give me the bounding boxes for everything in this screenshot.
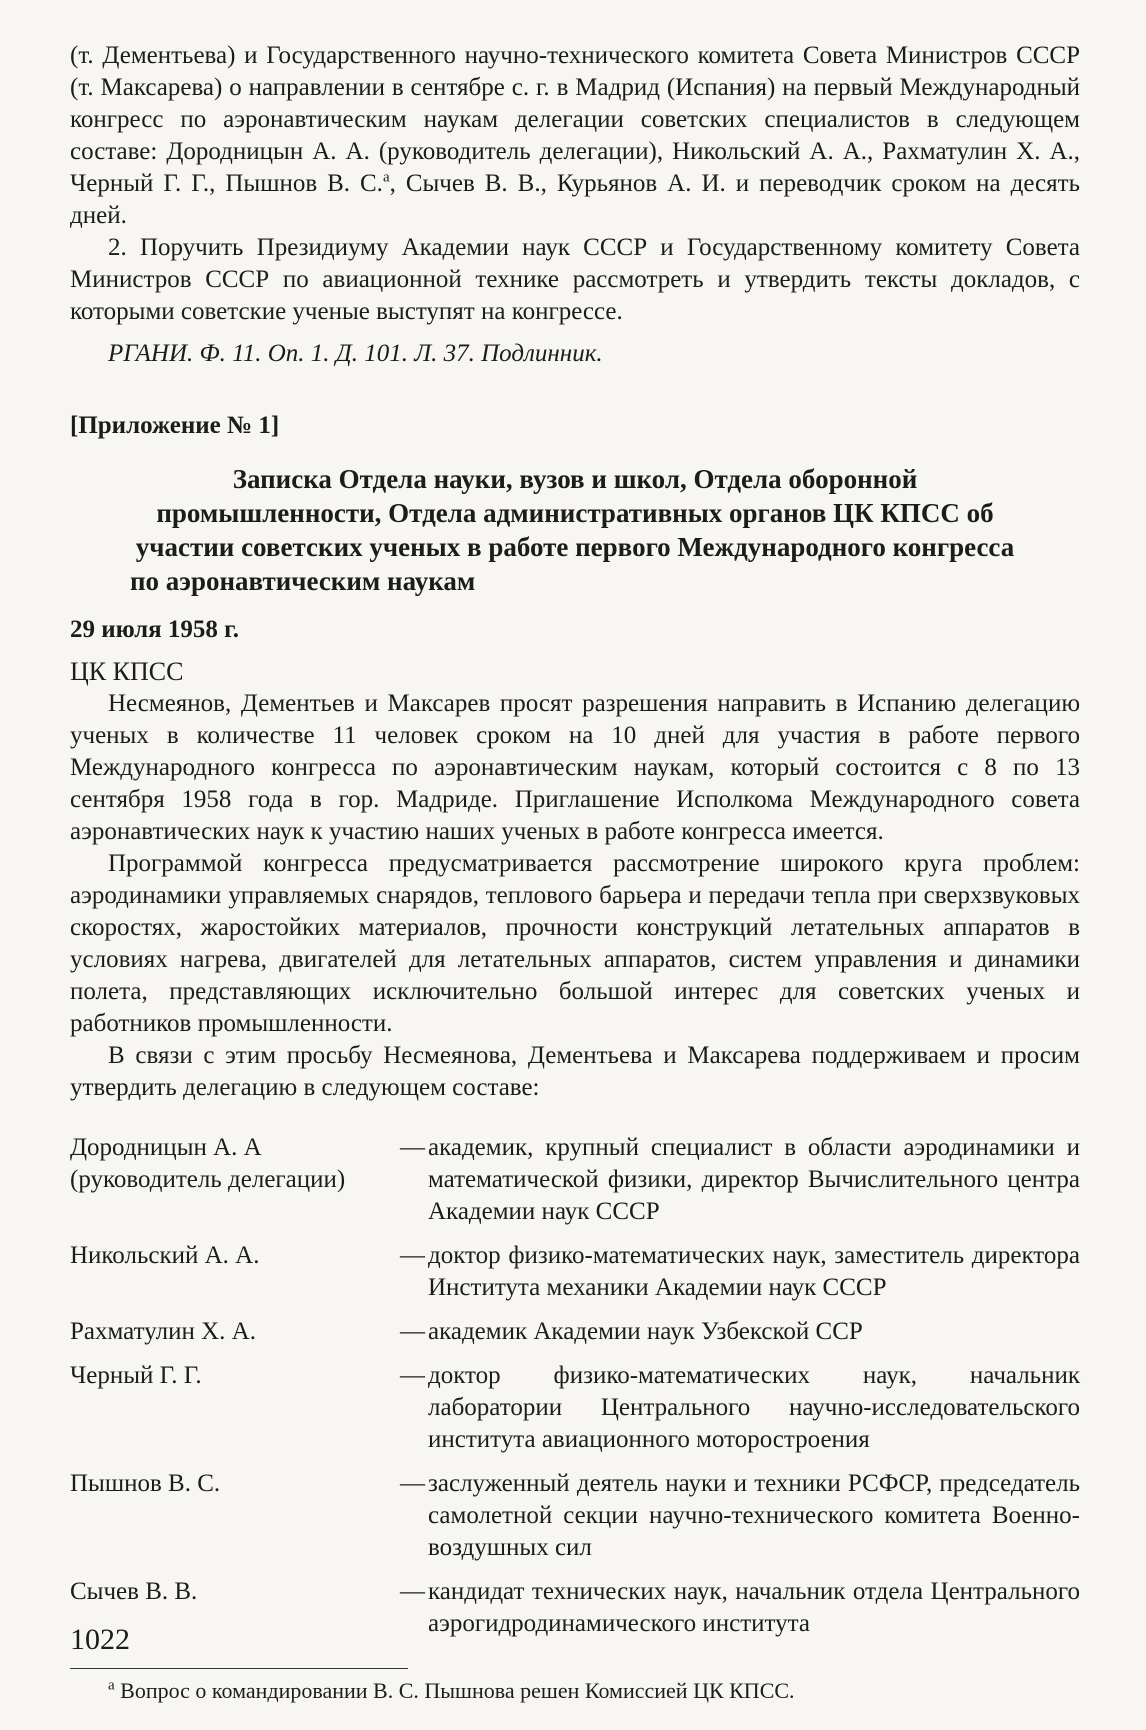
document-date: 29 июля 1958 г. [70,616,239,643]
document-title: Записка Отдела науки, вузов и школ, Отдела оборонной промышленности, Отдела административных органов ЦК КПСС об участии советских ученых в работе первого Международного конгресса по аэронавтическим наукам [130,464,1015,596]
member-name: Никольский А. А. [70,1242,260,1269]
member-name: Дородницын А. А (руководитель делегации) [70,1134,346,1193]
footnote-reference[interactable]: а [382,169,390,186]
delegation-member [70,1132,1080,1228]
footnote-text: Вопрос о командировании В. С. Пышнова решен Комиссией ЦК КПСС. [120,1678,795,1703]
dash: — [400,1470,425,1497]
footnote [70,1677,1080,1705]
appendix-label: [Приложение № 1] [70,412,280,439]
paragraph-2: Программой конгресса предусматривается рассмотрение широкого круга проблем: аэродинамики управляемых снарядов, теплового барьера и передачи тепла при сверхзвуковых скоростях, жаростойких материалов, прочности конструкций летательных аппаратов в условиях нагрева, двигателей для летательных аппаратов, систем управления и динамики полета, представляющих исключительно большой интерес для советских ученых и работников промышленности. [70,850,1080,1037]
member-name: Пышнов В. С. [70,1470,221,1497]
archive-source: РГАНИ. Ф. 11. Оп. 1. Д. 101. Л. 37. Подлинник. [108,340,603,367]
intro-tail: , Сычев В. В., Курьянов А. И. и переводчик сроком на десять дней. [70,170,1080,229]
member-description: академик Академии наук Узбекской ССР [428,1318,863,1345]
dash: — [400,1242,425,1269]
delegation-member [70,1468,1080,1564]
dash: — [400,1134,425,1161]
delegation-list [70,1132,1080,1640]
member-description: заслуженный деятель науки и техники РСФСР, председатель самолетной секции научно-технического комитета Военно-воздушных сил [428,1470,1080,1561]
dash: — [400,1318,425,1345]
member-name: Рахматулин Х. А. [70,1318,256,1345]
footnote-mark: а [108,1677,115,1694]
dash: — [400,1362,425,1389]
delegation-member [70,1316,1080,1348]
member-description: доктор физико-математических наук, заместитель директора Института механики Академии наук СССР [428,1242,1080,1301]
delegation-member [70,1576,1080,1640]
addressee: ЦК КПСС [70,657,184,686]
page-number: 1022 [70,1623,130,1656]
member-description: академик, крупный специалист в области аэродинамики и математической физики, директор Вычислительного центра Академии наук СССР [428,1134,1080,1225]
member-name: Черный Г. Г. [70,1362,202,1389]
intro-text: (т. Дементьева) и Государственного научно-технического комитета Совета Министров СССР (т. Максарева) о направлении в сентябре с. г. в Мадрид (Испания) на первый Международный конгресс по аэронавтическим наукам делегации советских специалистов в следующем составе: Дородницын А. А. (руководитель делегации), Никольский А. А., Рахматулин Х. А., Черный Г. Г., Пышнов В. С. [70,42,1080,197]
delegation-member [70,1360,1080,1456]
footnote-divider [70,1668,408,1669]
paragraph-3: В связи с этим просьбу Несмеянова, Дементьева и Максарева поддерживаем и просим утвердить делегацию в следующем составе: [70,1042,1080,1101]
dash: — [400,1578,425,1605]
point-2: 2. Поручить Президиуму Академии наук СССР и Государственному комитету Совета Министров СССР по авиационной технике рассмотреть и утвердить тексты докладов, с которыми советские ученые выступят на конгрессе. [70,234,1080,325]
member-name: Сычев В. В. [70,1578,198,1605]
member-description: доктор физико-математических наук, начальник лаборатории Центрального научно-исследовательского института авиационного моторостроения [428,1362,1080,1453]
delegation-member [70,1240,1080,1304]
intro-paragraph [70,40,1080,232]
paragraph-1: Несмеянов, Дементьев и Максарев просят разрешения направить в Испанию делегацию ученых в количестве 11 человек сроком на 10 дней для участия в работе первого Международного конгресса по аэронавтическим наукам, который состоится с 8 по 13 сентября 1958 года в гор. Мадриде. Приглашение Исполкома Международного совета аэронавтических наук к участию наших ученых в работе конгресса имеется. [70,690,1080,845]
member-description: кандидат технических наук, начальник отдела Центрального аэрогидродинамического института [428,1578,1080,1637]
